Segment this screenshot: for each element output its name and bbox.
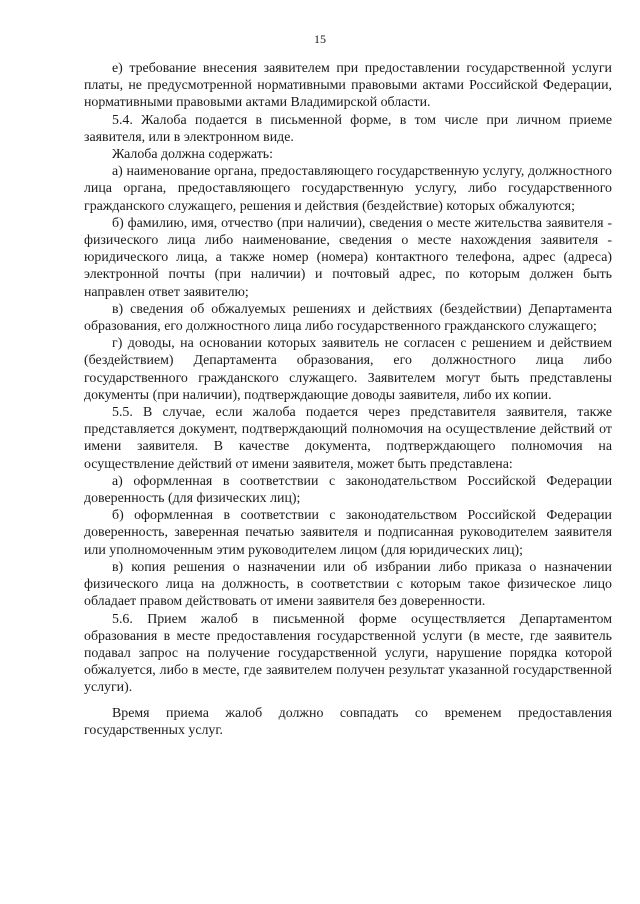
- paragraph-5-5-item-b: б) оформленная в соответствии с законодательством Российской Федерации доверенность, заверенная печатью заявителя и подписанная руководителем заявителя или уполномоченным этим руководителем лицом (для юридических лиц);: [84, 508, 612, 558]
- paragraph-5-5-item-v: в) копия решения о назначении или об избрании либо приказа о назначении физического лица на должность, в соответствии с которым такое физическое лицо обладает правом действовать от имени заявителя без доверенности.: [84, 559, 612, 610]
- paragraph-item-a: а) наименование органа, предоставляющего государственную услугу, должностного лица органа, предоставляющего государственную услугу, либо государственного гражданского служащего, решения и действия (бездействие) которых обжалуются;: [84, 164, 612, 214]
- paragraph-reception-time: Время приема жалоб должно совпадать со временем предоставления государственных услуг.: [84, 705, 612, 738]
- page-number: 15: [314, 32, 326, 46]
- paragraph-5-6: 5.6. Прием жалоб в письменной форме осуществляется Департаментом образования в месте предоставления государственной услуги (в месте, где заявитель подавал запрос на получение государственной услуги, нарушение порядка которой обжалуется, либо в месте, где заявителем получен результат указанной государственной услуги).: [84, 611, 612, 696]
- paragraph-complaint-contents: Жалоба должна содержать:: [112, 147, 273, 163]
- paragraph-5-4: 5.4. Жалоба подается в письменной форме, в том числе при личном приеме заявителя, или в электронном виде.: [84, 112, 612, 145]
- paragraph-item-b: б) фамилию, имя, отчество (при наличии), сведения о месте жительства заявителя - физического лица либо наименование, сведения о месте нахождения заявителя - юридического лица, а также номер (номера) контактного телефона, адрес (адреса) электронной почты (при наличии) и почтовый адрес, по которым должен быть направлен ответ заявителю;: [84, 215, 612, 300]
- paragraph-item-v: в) сведения об обжалуемых решениях и действиях (бездействии) Департамента образования, его должностного лица либо государственного гражданского служащего;: [84, 301, 612, 335]
- document-body: [84, 60, 612, 739]
- paragraph-5-5-item-a: а) оформленная в соответствии с законодательством Российской Федерации доверенность (для физических лиц);: [84, 473, 612, 507]
- paragraph-item-e: е) требование внесения заявителем при предоставлении государственной услуги платы, не предусмотренной нормативными правовыми актами Российской Федерации, нормативными правовыми актами Владимирской области.: [84, 61, 612, 111]
- paragraph-5-5: 5.5. В случае, если жалоба подается через представителя заявителя, также представляется документ, подтверждающий полномочия на осуществление действий от имени заявителя. В качестве документа, подтверждающего полномочия на осуществление действий от имени заявителя, может быть представлена:: [84, 405, 612, 472]
- paragraph-item-g: г) доводы, на основании которых заявитель не согласен с решением и действием (бездействием) Департамента образования, его должностного лица либо государственного гражданского служащего. Заявителем могут быть представлены документы (при наличии), подтверждающие доводы заявителя, либо их копии.: [84, 336, 612, 403]
